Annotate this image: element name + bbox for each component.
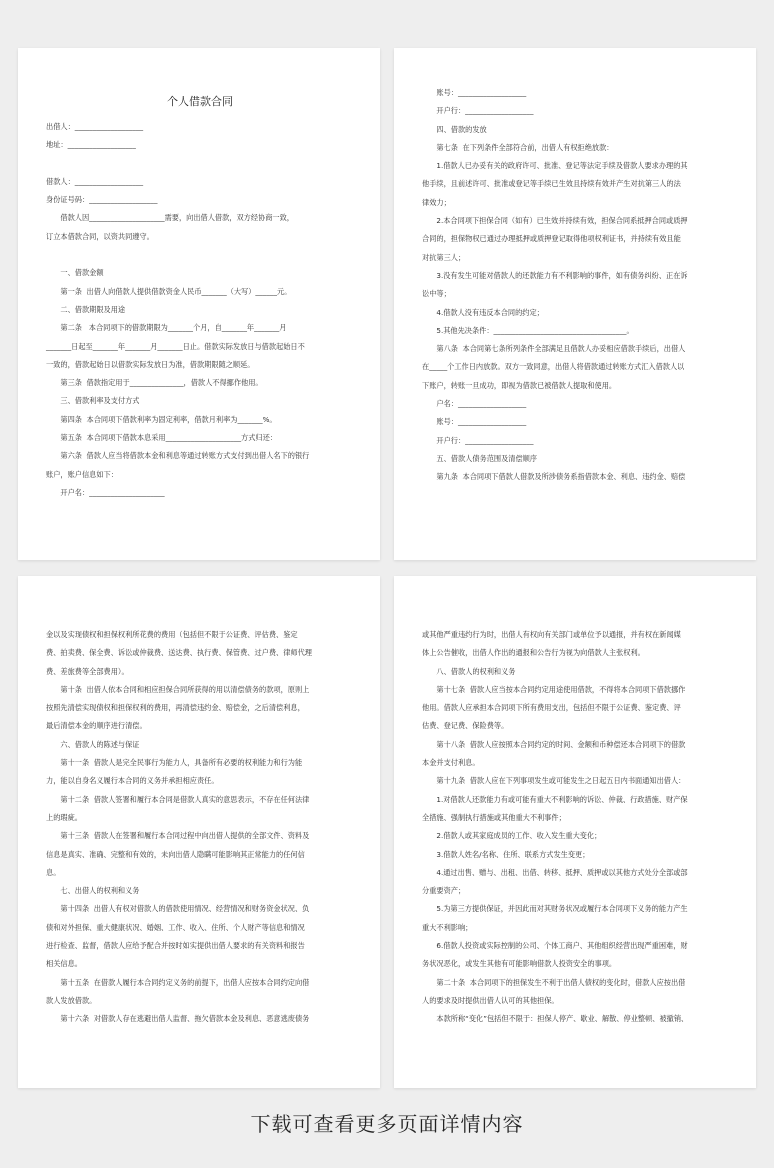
text-line: 借款人因_____________________需要，向出借人借款，双方经协商一致， [46, 213, 294, 223]
text-line: 五、借款人债务范围及清偿顺序 [422, 453, 538, 463]
text-line: 一、借款金额 [46, 268, 104, 278]
text-line: 开户名：_____________________ [46, 487, 165, 497]
text-line: 2.借款人或其家庭成员的工作、收入发生重大变化； [422, 831, 602, 841]
text-line: 开户行：___________________ [422, 106, 534, 116]
text-line: 第二十条 本合同项下的担保发生不利于出借人债权的变化时，借款人应按出借 [422, 977, 686, 987]
text-line: 第十三条 借款人在签署和履行本合同过程中向出借人提供的全部文件、资料及 [46, 831, 310, 841]
text-line: 一致的，借款起始日以借款实际发放日为准，借款期限随之顺延。 [46, 359, 255, 369]
text-line: 分重要资产； [422, 886, 466, 896]
page-1-text [46, 118, 354, 502]
text-line: 4.借款人没有违反本合同的约定； [422, 307, 544, 317]
text-line: 订立本借款合同，以资共同遵守。 [46, 231, 154, 241]
text-line: 力，能以自身名义履行本合同的义务并承担相应责任。 [46, 776, 219, 786]
text-line: 3.没有发生可能对借款人的还款能力有不利影响的事件，如有债务纠纷、正在诉 [422, 270, 688, 280]
text-line: 6.借款人投资或实际控制的公司、个体工商户、其他组织经营出现严重困难，财 [422, 941, 688, 951]
text-line: 合同的，担保物权已通过办理抵押或质押登记取得他项权利证书，并持续有效且能 [422, 234, 681, 244]
text-line: 进行检查、监督，借款人应给予配合并按时如实提供出借人要求的有关资料和报告 [46, 941, 305, 951]
text-line: 借款人：___________________ [46, 176, 144, 186]
text-line: 人的要求及时提供出借人认可的其他担保。 [422, 995, 559, 1005]
document-page-4 [394, 576, 756, 1088]
text-line: 2.本合同项下担保合同（如有）已生效并持续有效，担保合同系抵押合同或质押 [422, 216, 688, 226]
text-line: 费、拍卖费、保全费、诉讼或仲裁费、送达费、执行费、保管费、过户费、律师代理 [46, 648, 312, 658]
text-line: 第十七条 借款人应当按本合同约定用途使用借款，不得将本合同项下借款挪作 [422, 684, 686, 694]
text-line: 户名：___________________ [422, 399, 527, 409]
text-line: 第十条 出借人依本合同和相应担保合同所获得的用以清偿债务的款项，原则上 [46, 684, 310, 694]
text-line [46, 246, 354, 264]
text-line: 第六条 借款人应当将借款本金和利息等通过转账方式支付到出借人名下的银行 [46, 451, 310, 461]
text-line: 金以及实现债权和担保权利所花费的费用（包括但不限于公证费、评估费、鉴定 [46, 630, 298, 639]
text-line: 账号：___________________ [422, 417, 527, 427]
text-line: 估费、登记费、保险费等。 [422, 721, 509, 731]
text-line: 3.借款人姓名/名称、住所、联系方式发生变更； [422, 849, 590, 859]
text-line: 出借人：___________________ [46, 122, 144, 131]
text-line: 第一条 出借人向借款人提供借款资金人民币_______（大写）______元。 [46, 286, 292, 296]
text-line: 第十二条 借款人签署和履行本合同是借款人真实的意思表示，不存在任何法律 [46, 794, 310, 804]
text-line: 本款所称“变化”包括但不限于：担保人停产、歇业、解散、停业整顿、被撤销、 [422, 1014, 689, 1024]
text-line: 第十一条 借款人是完全民事行为能力人，具备所有必要的权利能力和行为能 [46, 758, 303, 768]
text-line: 1.借款人已办妥有关的政府许可、批准、登记等法定手续及借款人要求办理的其 [422, 161, 688, 171]
text-line: 第九条 本合同项下借款人借款及所涉债务系指借款本金、利息、违约金、赔偿 [422, 472, 686, 482]
text-line: 开户行：___________________ [422, 435, 534, 445]
document-page-3 [18, 576, 380, 1088]
text-line: 第十九条 借款人应在下列事项发生或可能发生之日起五日内书面通知出借人： [422, 776, 686, 786]
text-line: 款人发放借款。 [46, 995, 97, 1005]
text-line: 八、借款人的权利和义务 [422, 666, 516, 676]
text-line: 息。 [46, 867, 61, 877]
text-line: 下账户，转账一旦成功，即视为借款已被借款人提取和使用。 [422, 380, 617, 390]
text-line: 第四条 本合同项下借款利率为固定利率，借款月利率为_______%。 [46, 414, 277, 424]
text-line: 七、出借人的权利和义务 [46, 886, 140, 896]
text-line: 债和对外担保、重大健康状况、婚姻、工作、收入、住所、个人财产等信息和情况 [46, 922, 305, 932]
text-line: 在_____个工作日内放款。双方一致同意，出借人将借款通过转账方式汇入借款人以 [422, 362, 685, 372]
page-3-text [46, 626, 354, 1029]
text-line: 第十四条 出借人有权对借款人的借款使用情况、经营情况和财务资金状况、负 [46, 904, 310, 914]
text-line: 务状况恶化，或发生其他有可能影响借款人投资安全的事项。 [422, 959, 617, 969]
text-line: 信息是真实、准确、完整和有效的，未向出借人隐瞒可能影响其正常能力的任何信 [46, 849, 305, 859]
text-line: 本金并支付利息。 [422, 758, 480, 768]
text-line [46, 155, 354, 173]
document-page-2 [394, 48, 756, 560]
text-line: 他手续，且前述许可、批准或登记等手续已生效且持续有效并产生对抗第三人的法 [422, 179, 681, 189]
text-line: 最后清偿本金的顺序进行清偿。 [46, 721, 147, 731]
text-line: 4.通过出售、赠与、出租、出借、转移、抵押、质押或以其他方式处分全部或部 [422, 867, 688, 877]
text-line: 上的瑕疵。 [46, 812, 82, 822]
text-line: 5.其他先决条件：_____________________________________。 [422, 325, 634, 335]
document-page-1 [18, 48, 380, 560]
text-line: 第五条 本合同项下借款本息采用_____________________方式归还： [46, 433, 277, 443]
text-line: 1.对借款人还款能力有或可能有重大不利影响的诉讼、仲裁、行政措施、财产保 [422, 794, 688, 804]
text-line: 身份证号码：___________________ [46, 195, 158, 205]
text-line: 第七条 在下列条件全部符合前，出借人有权拒绝放款： [422, 142, 614, 152]
text-line: 第三条 借款指定用于_______________，借款人不得挪作他用。 [46, 378, 263, 388]
text-line: 第八条 本合同第七条所列条件全部满足且借款人办妥相应借款手续后，出借人 [422, 344, 686, 354]
page-4-text [422, 626, 730, 1029]
text-line: 费、差旅费等全部费用）。 [46, 666, 129, 676]
text-line: 第二条 本合同项下的借款期限为_______个月，自_______年_______月 [46, 323, 287, 333]
text-line: 相关信息。 [46, 959, 82, 969]
document-title: 个人借款合同 [167, 95, 233, 108]
text-line: 二、借款期限及用途 [46, 304, 126, 314]
text-line: 5.为第三方提供保证，并因此而对其财务状况或履行本合同项下义务的能力产生 [422, 904, 688, 914]
text-line: 或其他严重违约行为时，出借人有权向有关部门或单位予以通报，并有权在新闻媒 [422, 630, 681, 639]
text-line: 三、借款利率及支付方式 [46, 396, 140, 406]
page-2-text [422, 84, 730, 487]
text-line: 律效力； [422, 197, 451, 207]
text-line: 讼中等； [422, 289, 451, 299]
text-line: 第十八条 借款人应按照本合同约定的时间、金额和币种偿还本合同项下的借款 [422, 739, 686, 749]
text-line: 他用。借款人应承担本合同项下所有费用支出，包括但不限于公证费、鉴定费、评 [422, 703, 681, 713]
text-line: 账户，账户信息如下： [46, 469, 118, 479]
text-line: 地址：___________________ [46, 140, 136, 150]
download-more-pages-caption: 下载可查看更多页面详情内容 [250, 1112, 524, 1136]
text-line: 六、借款人的陈述与保证 [46, 739, 140, 749]
text-line: 体上公告催收，出借人作出的通报和公告行为视为向借款人主张权利。 [422, 648, 645, 658]
text-line: 账号：___________________ [422, 88, 527, 97]
text-line: 第十五条 在借款人履行本合同约定义务的前提下，出借人应按本合同约定向借 [46, 977, 310, 987]
text-line: 四、借款的发放 [422, 124, 487, 134]
text-line: 第十六条 对借款人存在逃避出借人监督、拖欠借款本金及利息、恶意逃废债务 [46, 1014, 310, 1024]
text-line: 对抗第三人； [422, 252, 466, 262]
text-line: _______日起至_______年_______月_______日止。借款实际发放日与借款起始日不 [46, 341, 305, 351]
text-line: 重大不利影响； [422, 922, 473, 932]
text-line: 全措施、强制执行措施或其他重大不利事件； [422, 812, 566, 822]
text-line: 按照先清偿实现债权和担保权利的费用，再清偿违约金、赔偿金，之后清偿利息， [46, 703, 305, 713]
